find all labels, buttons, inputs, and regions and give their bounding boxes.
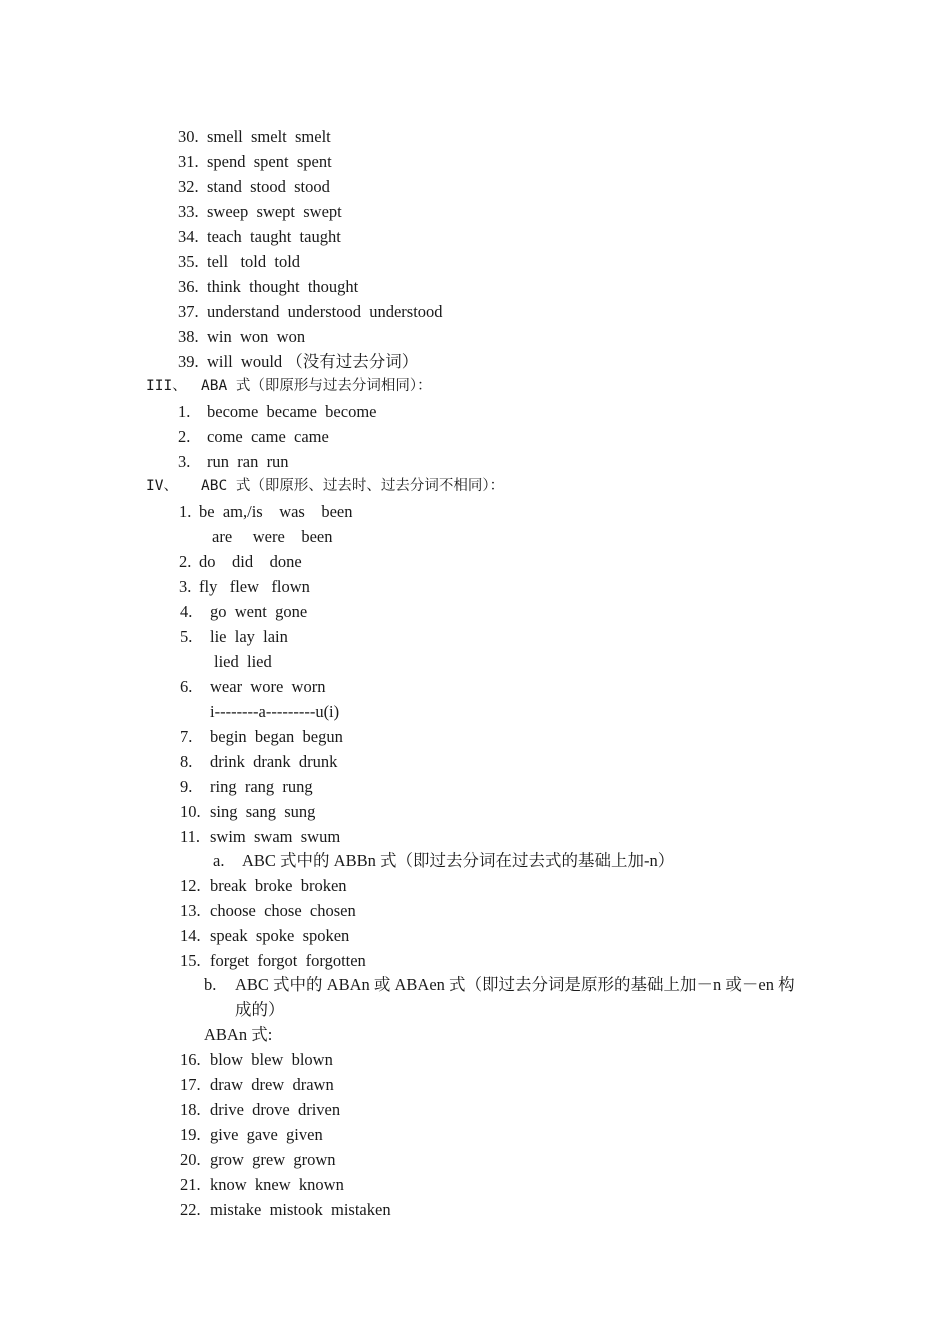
section-title: ABC 式（即原形、过去时、过去分词不相同）： bbox=[201, 478, 505, 494]
item-number: 6. bbox=[180, 677, 193, 696]
verb-forms: choose chose chosen bbox=[210, 901, 356, 920]
aban-label: ABAn 式: bbox=[204, 1025, 273, 1044]
verb-forms: break broke broken bbox=[210, 876, 347, 895]
verb-forms: teach taught taught bbox=[207, 227, 341, 246]
item-number: 3. bbox=[179, 577, 192, 596]
verb-forms: understand understood understood bbox=[207, 302, 443, 321]
item-number: 17. bbox=[180, 1075, 201, 1094]
verb-forms: tell told told bbox=[207, 252, 301, 271]
item-number: 4. bbox=[180, 602, 193, 621]
verb-forms: stand stood stood bbox=[207, 177, 330, 196]
verb-forms: win won won bbox=[207, 327, 306, 346]
item-number: 21. bbox=[180, 1175, 201, 1194]
verb-forms: ring rang rung bbox=[210, 777, 313, 796]
item-number: 19. bbox=[180, 1125, 201, 1144]
item-number: 3. bbox=[178, 452, 191, 471]
item-number: 14. bbox=[180, 926, 201, 945]
sub-text: ABC 式中的 ABAn 或 ABAen 式（即过去分词是原形的基础上加－n 或－en 构 bbox=[235, 975, 795, 994]
item-number: 8. bbox=[180, 752, 193, 771]
verb-forms: swim swam swum bbox=[210, 827, 341, 846]
item-number: 36. bbox=[178, 277, 199, 296]
verb-forms: drink drank drunk bbox=[210, 752, 338, 771]
item-number: 22. bbox=[180, 1200, 201, 1219]
section-marker: IV、 bbox=[146, 478, 178, 494]
verb-forms: will would （没有过去分词） bbox=[207, 352, 419, 371]
item-number: 11. bbox=[180, 827, 201, 846]
item-number: 30. bbox=[178, 127, 199, 146]
section-title: ABA 式（即原形与过去分词相同）： bbox=[201, 378, 432, 394]
verb-forms: become became become bbox=[207, 402, 377, 421]
verb-forms: wear wore worn bbox=[210, 677, 326, 696]
verb-forms: sweep swept swept bbox=[207, 202, 342, 221]
verb-forms: be am,/is was been bbox=[199, 502, 353, 521]
verb-forms: mistake mistook mistaken bbox=[210, 1200, 391, 1219]
verb-forms: begin began begun bbox=[210, 727, 343, 746]
sub-text: 成的） bbox=[235, 1000, 285, 1019]
item-number: 39. bbox=[178, 352, 199, 371]
item-number: 32. bbox=[178, 177, 199, 196]
item-number: 15. bbox=[180, 951, 201, 970]
item-number: 20. bbox=[180, 1150, 201, 1169]
verb-forms: grow grew grown bbox=[210, 1150, 336, 1169]
verb-forms: lie lay lain bbox=[210, 627, 288, 646]
verb-forms: know knew known bbox=[210, 1175, 344, 1194]
verb-forms: speak spoke spoken bbox=[210, 926, 350, 945]
verb-forms: draw drew drawn bbox=[210, 1075, 334, 1094]
verb-forms: spend spent spent bbox=[207, 152, 332, 171]
verb-forms: think thought thought bbox=[207, 277, 359, 296]
item-number: 37. bbox=[178, 302, 199, 321]
verb-forms: smell smelt smelt bbox=[207, 127, 331, 146]
verb-forms: forget forgot forgotten bbox=[210, 951, 366, 970]
item-number: 5. bbox=[180, 627, 193, 646]
verb-forms: are were been bbox=[212, 527, 333, 546]
pattern-text: i--------a---------u(i) bbox=[210, 702, 340, 721]
verb-forms: go went gone bbox=[210, 602, 308, 621]
sub-label: a. bbox=[213, 851, 225, 870]
item-number: 33. bbox=[178, 202, 199, 221]
item-number: 35. bbox=[178, 252, 199, 271]
section-marker: III、 bbox=[146, 378, 187, 394]
item-number: 34. bbox=[178, 227, 199, 246]
item-number: 2. bbox=[179, 552, 192, 571]
verb-forms: fly flew flown bbox=[199, 577, 310, 596]
verb-forms: do did done bbox=[199, 552, 302, 571]
item-number: 31. bbox=[178, 152, 199, 171]
item-number: 38. bbox=[178, 327, 199, 346]
verb-forms: come came came bbox=[207, 427, 329, 446]
item-number: 2. bbox=[178, 427, 191, 446]
verb-forms: give gave given bbox=[210, 1125, 323, 1144]
item-number: 7. bbox=[180, 727, 193, 746]
item-number: 9. bbox=[180, 777, 193, 796]
verb-forms: blow blew blown bbox=[210, 1050, 333, 1069]
verb-forms: run ran run bbox=[207, 452, 289, 471]
item-number: 1. bbox=[179, 502, 192, 521]
item-number: 12. bbox=[180, 876, 201, 895]
item-number: 10. bbox=[180, 802, 201, 821]
verb-forms: lied lied bbox=[214, 652, 272, 671]
sub-text: ABC 式中的 ABBn 式（即过去分词在过去式的基础上加-n） bbox=[242, 851, 675, 870]
verb-forms: drive drove driven bbox=[210, 1100, 341, 1119]
item-number: 16. bbox=[180, 1050, 201, 1069]
item-number: 1. bbox=[178, 402, 191, 421]
item-number: 18. bbox=[180, 1100, 201, 1119]
item-number: 13. bbox=[180, 901, 201, 920]
verb-forms: sing sang sung bbox=[210, 802, 316, 821]
sub-label: b. bbox=[204, 975, 217, 994]
